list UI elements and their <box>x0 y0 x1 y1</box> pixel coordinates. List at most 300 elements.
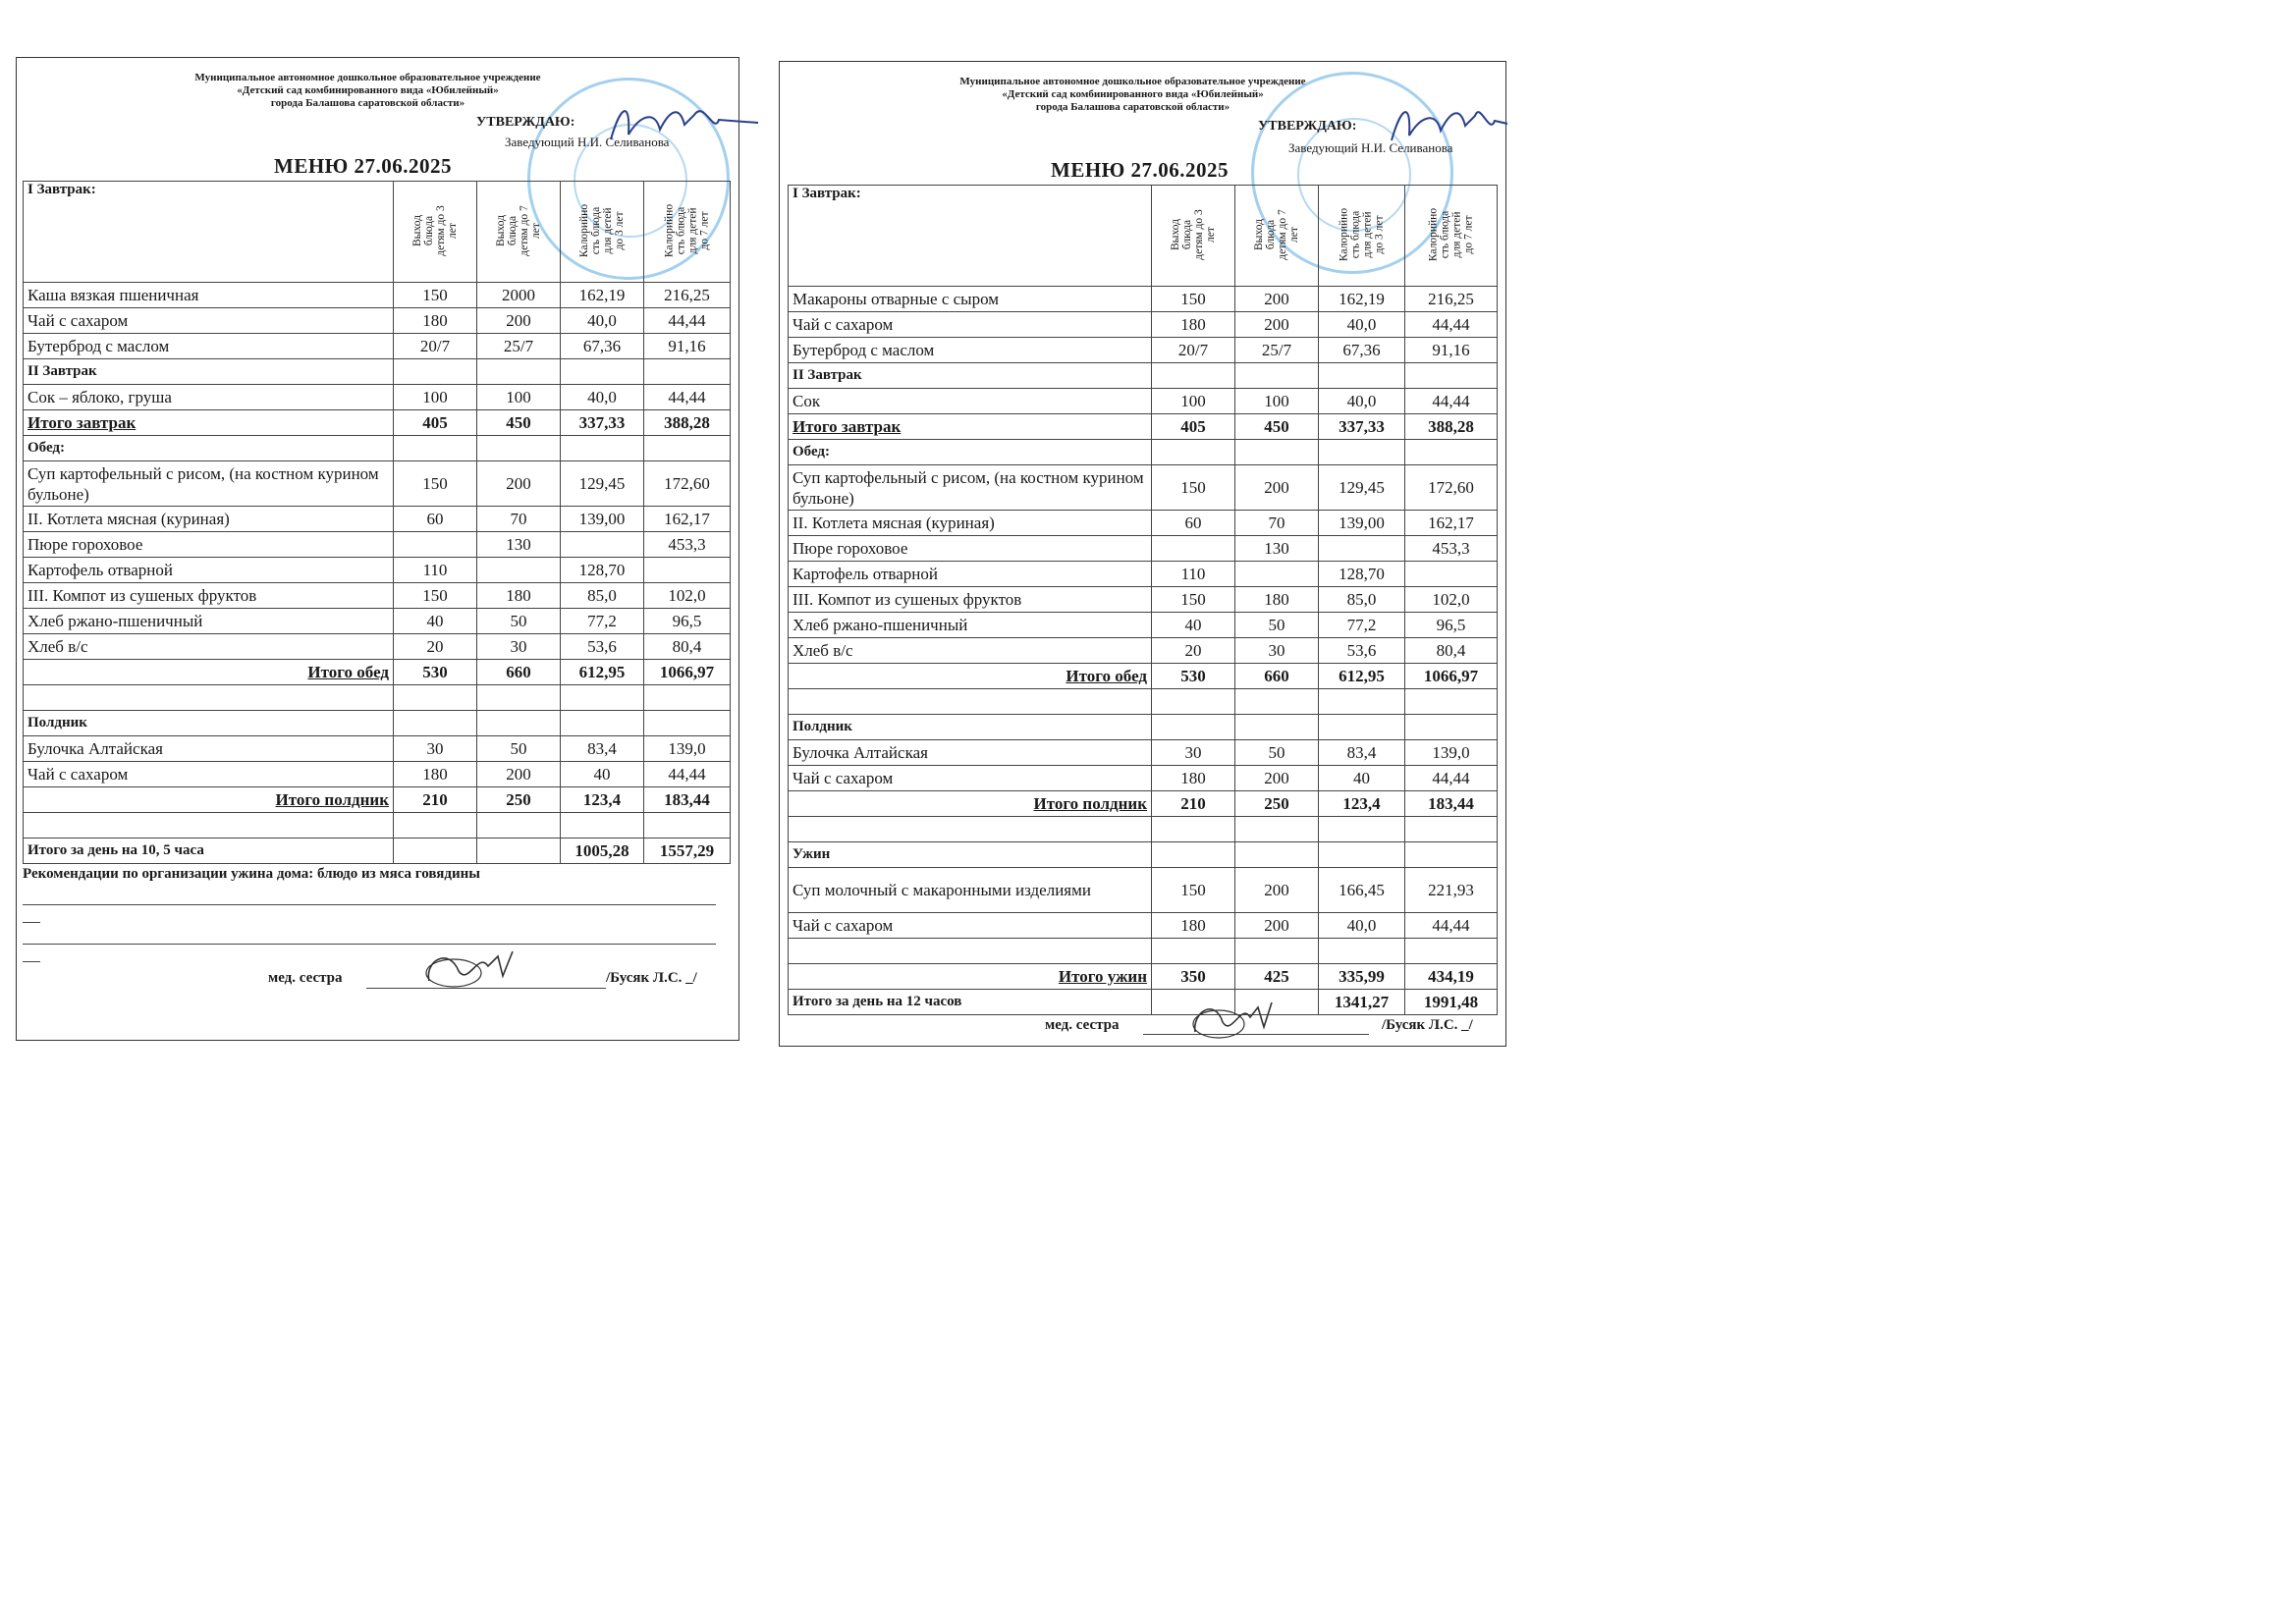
value-b: 200 <box>1235 287 1319 312</box>
value-c: 337,33 <box>561 410 644 436</box>
value-d <box>1405 715 1498 740</box>
table-row <box>24 762 731 787</box>
value-d: 96,5 <box>1405 613 1498 638</box>
total-label: Итого завтрак <box>24 410 394 436</box>
value-c: 83,4 <box>1319 740 1405 766</box>
value-c: 139,00 <box>561 507 644 532</box>
value-a <box>1152 689 1235 715</box>
table-row <box>24 308 731 334</box>
dish-name: Суп картофельный с рисом, (на костном курином бульоне) <box>24 461 394 507</box>
value-c <box>1319 363 1405 389</box>
value-b <box>1235 715 1319 740</box>
menu-table-left <box>23 181 731 864</box>
value-a: 30 <box>394 736 477 762</box>
section-label: Полдник <box>789 715 1152 740</box>
value-b: 2000 <box>477 283 561 308</box>
table-row <box>789 964 1498 990</box>
value-d: 139,0 <box>644 736 731 762</box>
value-b: 30 <box>477 634 561 660</box>
table-row <box>789 465 1498 511</box>
total-label: Итого за день на 10, 5 часа <box>24 839 394 864</box>
value-d: 44,44 <box>644 762 731 787</box>
value-a: 150 <box>1152 587 1235 613</box>
institution-line-2: «Детский сад комбинированного вида «Юбилейный» <box>1002 88 1264 100</box>
value-b <box>1235 939 1319 964</box>
value-a: 210 <box>1152 791 1235 817</box>
value-b <box>477 359 561 385</box>
value-d: 388,28 <box>644 410 731 436</box>
value-d: 388,28 <box>1405 414 1498 440</box>
value-c: 162,19 <box>1319 287 1405 312</box>
value-a: 40 <box>394 609 477 634</box>
total-label: Итого завтрак <box>789 414 1152 440</box>
value-a <box>1152 817 1235 842</box>
nurse-name: /Бусяк Л.С. _/ <box>606 970 697 986</box>
value-b: 450 <box>1235 414 1319 440</box>
value-c: 128,70 <box>1319 562 1405 587</box>
value-b: 450 <box>477 410 561 436</box>
dish-name: Булочка Алтайская <box>24 736 394 762</box>
value-c: 123,4 <box>561 787 644 813</box>
value-c <box>1319 440 1405 465</box>
institution-line-3: города Балашова саратовской области» <box>270 97 465 109</box>
section-label: Ужин <box>789 842 1152 868</box>
value-c: 612,95 <box>1319 664 1405 689</box>
table-header-row <box>789 186 1498 287</box>
value-d: 44,44 <box>1405 766 1498 791</box>
value-b: 180 <box>477 583 561 609</box>
table-row <box>789 842 1498 868</box>
table-row <box>789 817 1498 842</box>
value-d: 1991,48 <box>1405 990 1498 1015</box>
table-row <box>789 562 1498 587</box>
table-row <box>789 389 1498 414</box>
table-row <box>789 791 1498 817</box>
dish-name: Бутерброд с маслом <box>789 338 1152 363</box>
section-label: II Завтрак <box>24 359 394 385</box>
value-c: 85,0 <box>1319 587 1405 613</box>
value-c: 162,19 <box>561 283 644 308</box>
table-row <box>24 558 731 583</box>
value-a <box>394 532 477 558</box>
value-a: 100 <box>1152 389 1235 414</box>
rule-line <box>23 904 716 905</box>
column-header-label: Калорийно сть блюда для детей до 7 лет <box>1427 207 1475 262</box>
menu-sheet-right <box>779 61 1506 1047</box>
value-b: 50 <box>1235 613 1319 638</box>
value-b <box>477 711 561 736</box>
table-row <box>24 583 731 609</box>
table-row <box>789 414 1498 440</box>
dish-name: Хлеб ржано-пшеничный <box>789 613 1152 638</box>
dinner-recommendation: Рекомендации по организации ужина дома: блюдо из мяса говядины <box>23 866 480 882</box>
table-row <box>24 813 731 839</box>
value-d: 91,16 <box>1405 338 1498 363</box>
table-row <box>24 436 731 461</box>
value-d: 183,44 <box>1405 791 1498 817</box>
table-row <box>789 587 1498 613</box>
value-d: 183,44 <box>644 787 731 813</box>
value-b <box>477 558 561 583</box>
value-a <box>394 436 477 461</box>
value-a <box>1152 715 1235 740</box>
value-c: 1341,27 <box>1319 990 1405 1015</box>
value-b: 50 <box>1235 740 1319 766</box>
table-row <box>789 913 1498 939</box>
nurse-signature-icon <box>419 942 527 996</box>
value-d: 221,93 <box>1405 868 1498 913</box>
value-b: 200 <box>477 762 561 787</box>
value-d <box>1405 562 1498 587</box>
column-header-cal7 <box>644 182 731 283</box>
table-row <box>789 363 1498 389</box>
value-c: 139,00 <box>1319 511 1405 536</box>
value-d: 1066,97 <box>1405 664 1498 689</box>
value-c <box>1319 536 1405 562</box>
section-label: Обед: <box>789 440 1152 465</box>
table-row <box>24 660 731 685</box>
value-a: 180 <box>394 308 477 334</box>
director-name: Заведующий Н.И. Селиванова <box>1288 140 1453 155</box>
total-label: Итого за день на 12 часов <box>789 990 1152 1015</box>
section-header-breakfast-1: I Завтрак: <box>24 182 394 283</box>
value-b: 250 <box>1235 791 1319 817</box>
total-label: Итого обед <box>789 664 1152 689</box>
table-row <box>789 868 1498 913</box>
value-c: 77,2 <box>561 609 644 634</box>
value-d: 453,3 <box>644 532 731 558</box>
column-header-label: Выход блюда детям до 7 лет <box>1253 209 1300 260</box>
value-d: 44,44 <box>1405 389 1498 414</box>
dish-name: Хлеб в/с <box>24 634 394 660</box>
nurse-label: мед. сестра <box>1045 1017 1120 1033</box>
value-a: 150 <box>1152 287 1235 312</box>
institution-line-3: города Балашова саратовской области» <box>1035 101 1230 113</box>
value-c <box>561 532 644 558</box>
value-a: 180 <box>394 762 477 787</box>
table-row <box>789 715 1498 740</box>
dish-name: Пюре гороховое <box>24 532 394 558</box>
value-a: 110 <box>1152 562 1235 587</box>
value-a: 350 <box>1152 964 1235 990</box>
value-a: 150 <box>1152 868 1235 913</box>
value-d: 80,4 <box>644 634 731 660</box>
value-a: 405 <box>394 410 477 436</box>
value-b: 200 <box>1235 913 1319 939</box>
value-d <box>1405 363 1498 389</box>
value-c: 123,4 <box>1319 791 1405 817</box>
total-label: Итого ужин <box>789 964 1152 990</box>
value-c: 40,0 <box>1319 312 1405 338</box>
value-d: 91,16 <box>644 334 731 359</box>
value-c: 67,36 <box>561 334 644 359</box>
table-row <box>24 711 731 736</box>
value-d: 216,25 <box>644 283 731 308</box>
institution-line-1: Муниципальное автономное дошкольное образовательное учреждение <box>959 76 1306 87</box>
table-row <box>789 613 1498 638</box>
value-a <box>1152 939 1235 964</box>
value-a <box>394 359 477 385</box>
dish-name: Макароны отварные с сыром <box>789 287 1152 312</box>
total-label: Итого обед <box>24 660 394 685</box>
value-c <box>1319 842 1405 868</box>
value-a: 30 <box>1152 740 1235 766</box>
value-c <box>1319 715 1405 740</box>
value-b: 70 <box>1235 511 1319 536</box>
value-c: 77,2 <box>1319 613 1405 638</box>
value-a <box>1152 842 1235 868</box>
rule-line <box>23 922 40 923</box>
value-b: 50 <box>477 609 561 634</box>
value-b: 200 <box>1235 766 1319 791</box>
value-b: 30 <box>1235 638 1319 664</box>
dish-name: III. Компот из сушеных фруктов <box>24 583 394 609</box>
column-header-label: Выход блюда детям до 3 лет <box>1170 209 1217 260</box>
value-d: 96,5 <box>644 609 731 634</box>
value-c <box>1319 939 1405 964</box>
table-row <box>24 507 731 532</box>
column-header-out3 <box>394 182 477 283</box>
value-c <box>1319 689 1405 715</box>
value-d: 1557,29 <box>644 839 731 864</box>
table-row <box>24 385 731 410</box>
dish-name: Хлеб в/с <box>789 638 1152 664</box>
dish-name: Чай с сахаром <box>789 913 1152 939</box>
table-row <box>789 990 1498 1015</box>
table-row <box>789 638 1498 664</box>
value-d: 102,0 <box>644 583 731 609</box>
value-c: 128,70 <box>561 558 644 583</box>
section-label: Обед: <box>24 436 394 461</box>
value-c: 40 <box>1319 766 1405 791</box>
menu-table-right <box>788 185 1498 1015</box>
table-row <box>789 338 1498 363</box>
dish-name <box>789 939 1152 964</box>
menu-sheet-left <box>16 57 739 1041</box>
value-a: 180 <box>1152 312 1235 338</box>
value-c <box>1319 817 1405 842</box>
value-a: 530 <box>394 660 477 685</box>
value-a: 210 <box>394 787 477 813</box>
value-d <box>644 558 731 583</box>
value-c: 612,95 <box>561 660 644 685</box>
column-header-cal3 <box>1319 186 1405 287</box>
column-header-label: Калорийно сть блюда для детей до 7 лет <box>663 203 711 258</box>
value-b <box>477 839 561 864</box>
table-row <box>789 536 1498 562</box>
value-c: 40,0 <box>1319 913 1405 939</box>
dish-name: Чай с сахаром <box>24 762 394 787</box>
table-row <box>789 312 1498 338</box>
value-b: 200 <box>1235 465 1319 511</box>
value-b <box>1235 440 1319 465</box>
dish-name: Булочка Алтайская <box>789 740 1152 766</box>
table-row <box>789 440 1498 465</box>
value-c: 83,4 <box>561 736 644 762</box>
value-b: 250 <box>477 787 561 813</box>
value-c: 40,0 <box>1319 389 1405 414</box>
value-b: 25/7 <box>477 334 561 359</box>
dish-name <box>789 817 1152 842</box>
value-b: 200 <box>1235 312 1319 338</box>
nurse-signature-icon <box>1187 993 1276 1046</box>
value-a <box>1152 536 1235 562</box>
value-c: 85,0 <box>561 583 644 609</box>
value-d: 216,25 <box>1405 287 1498 312</box>
value-a: 530 <box>1152 664 1235 689</box>
value-d <box>644 436 731 461</box>
value-d <box>644 711 731 736</box>
table-row <box>24 410 731 436</box>
value-a <box>394 813 477 839</box>
institution-line-2: «Детский сад комбинированного вида «Юбилейный» <box>237 84 499 96</box>
column-header-cal3 <box>561 182 644 283</box>
value-b: 130 <box>477 532 561 558</box>
dish-name: Суп картофельный с рисом, (на костном курином бульоне) <box>789 465 1152 511</box>
value-c: 40 <box>561 762 644 787</box>
value-d <box>1405 440 1498 465</box>
value-b: 200 <box>477 308 561 334</box>
value-b: 100 <box>477 385 561 410</box>
menu-title: МЕНЮ 27.06.2025 <box>1051 158 1230 182</box>
dish-name: Сок – яблоко, груша <box>24 385 394 410</box>
value-c: 1005,28 <box>561 839 644 864</box>
value-c: 67,36 <box>1319 338 1405 363</box>
dish-name: Чай с сахаром <box>789 766 1152 791</box>
value-c <box>561 711 644 736</box>
value-a: 405 <box>1152 414 1235 440</box>
value-d: 453,3 <box>1405 536 1498 562</box>
value-d: 172,60 <box>644 461 731 507</box>
value-d <box>644 813 731 839</box>
value-d: 44,44 <box>644 385 731 410</box>
value-d: 139,0 <box>1405 740 1498 766</box>
value-a: 20 <box>394 634 477 660</box>
table-row <box>789 740 1498 766</box>
value-b <box>477 685 561 711</box>
dish-name: Сок <box>789 389 1152 414</box>
value-c: 166,45 <box>1319 868 1405 913</box>
section-label: Полдник <box>24 711 394 736</box>
value-d <box>644 359 731 385</box>
menu-title: МЕНЮ 27.06.2025 <box>274 154 453 178</box>
section-header-breakfast-1: I Завтрак: <box>789 186 1152 287</box>
value-c: 129,45 <box>561 461 644 507</box>
dish-name: Бутерброд с маслом <box>24 334 394 359</box>
table-row <box>789 689 1498 715</box>
table-row <box>24 334 731 359</box>
value-b: 660 <box>1235 664 1319 689</box>
value-d: 172,60 <box>1405 465 1498 511</box>
table-row <box>789 766 1498 791</box>
table-row <box>789 287 1498 312</box>
value-a: 40 <box>1152 613 1235 638</box>
value-b <box>1235 817 1319 842</box>
value-b: 180 <box>1235 587 1319 613</box>
table-row <box>24 532 731 558</box>
dish-name: III. Компот из сушеных фруктов <box>789 587 1152 613</box>
table-row <box>24 461 731 507</box>
value-c: 335,99 <box>1319 964 1405 990</box>
value-b <box>1235 689 1319 715</box>
value-a: 60 <box>394 507 477 532</box>
value-d <box>644 685 731 711</box>
table-row <box>24 359 731 385</box>
dish-name <box>24 685 394 711</box>
nurse-name: /Бусяк Л.С. _/ <box>1382 1017 1473 1033</box>
value-d: 1066,97 <box>644 660 731 685</box>
value-d <box>1405 817 1498 842</box>
value-b: 660 <box>477 660 561 685</box>
dish-name: Чай с сахаром <box>789 312 1152 338</box>
value-c: 53,6 <box>1319 638 1405 664</box>
value-a: 60 <box>1152 511 1235 536</box>
value-c: 129,45 <box>1319 465 1405 511</box>
value-d: 162,17 <box>1405 511 1498 536</box>
section-label: II Завтрак <box>789 363 1152 389</box>
value-d: 102,0 <box>1405 587 1498 613</box>
dish-name: Картофель отварной <box>789 562 1152 587</box>
value-a <box>1152 363 1235 389</box>
nurse-label: мед. сестра <box>268 970 343 986</box>
value-a <box>1152 440 1235 465</box>
table-row <box>24 685 731 711</box>
dish-name: Суп молочный с макаронными изделиями <box>789 868 1152 913</box>
column-header-label: Калорийно сть блюда для детей до 3 лет <box>1338 207 1386 262</box>
table-header-row <box>24 182 731 283</box>
table-row <box>789 939 1498 964</box>
value-b <box>1235 363 1319 389</box>
dish-name: Хлеб ржано-пшеничный <box>24 609 394 634</box>
value-c <box>561 436 644 461</box>
value-b: 70 <box>477 507 561 532</box>
table-row <box>789 511 1498 536</box>
value-a: 180 <box>1152 766 1235 791</box>
value-a: 20/7 <box>1152 338 1235 363</box>
column-header-label: Выход блюда детям до 7 лет <box>495 205 542 256</box>
column-header-out7 <box>1235 186 1319 287</box>
table-row <box>789 664 1498 689</box>
value-d <box>1405 939 1498 964</box>
value-b: 200 <box>477 461 561 507</box>
dish-name <box>24 813 394 839</box>
table-row <box>24 634 731 660</box>
column-header-label: Калорийно сть блюда для детей до 3 лет <box>578 203 626 258</box>
dish-name: Чай с сахаром <box>24 308 394 334</box>
value-a: 20/7 <box>394 334 477 359</box>
value-d: 80,4 <box>1405 638 1498 664</box>
value-b <box>477 813 561 839</box>
value-d: 434,19 <box>1405 964 1498 990</box>
approved-label: УТВЕРЖДАЮ: <box>476 115 575 130</box>
value-a <box>394 711 477 736</box>
value-c: 40,0 <box>561 308 644 334</box>
value-c <box>561 685 644 711</box>
value-c: 40,0 <box>561 385 644 410</box>
approved-label: УТВЕРЖДАЮ: <box>1258 119 1357 134</box>
dish-name: Пюре гороховое <box>789 536 1152 562</box>
column-header-out3 <box>1152 186 1235 287</box>
dish-name: II. Котлета мясная (куриная) <box>24 507 394 532</box>
table-row <box>24 787 731 813</box>
dish-name <box>789 689 1152 715</box>
value-a: 150 <box>394 283 477 308</box>
value-d: 162,17 <box>644 507 731 532</box>
dish-name: Каша вязкая пшеничная <box>24 283 394 308</box>
value-a <box>394 685 477 711</box>
table-row <box>24 839 731 864</box>
value-b: 50 <box>477 736 561 762</box>
